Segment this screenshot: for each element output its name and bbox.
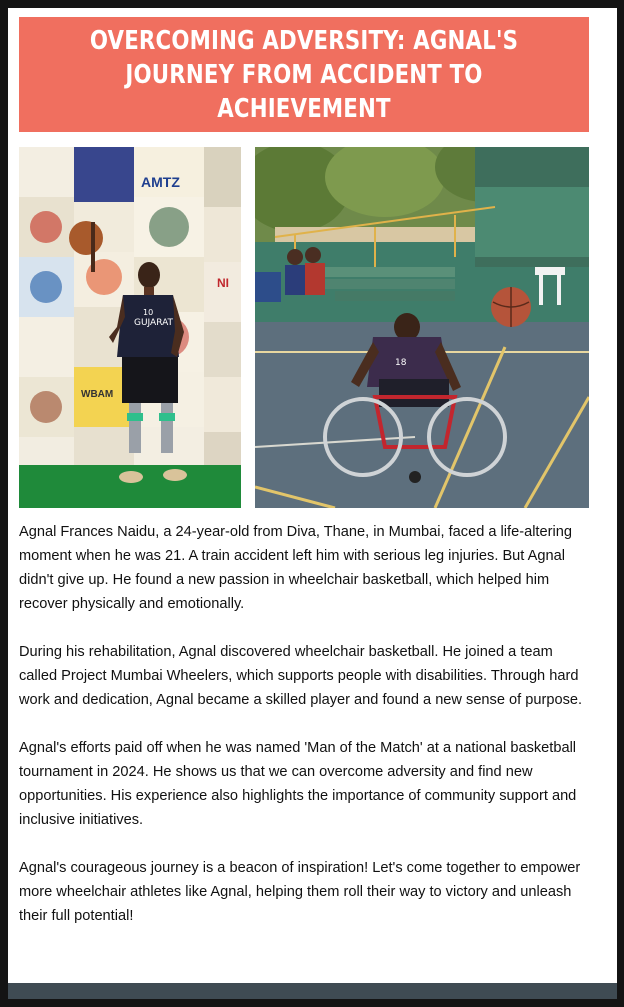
- svg-text:AMTZ: AMTZ: [141, 174, 180, 190]
- footer-bar: [8, 983, 617, 999]
- svg-text:WBAM: WBAM: [81, 389, 114, 400]
- wheelchair-player-illustration: [255, 147, 589, 508]
- photo-player-standing: [19, 147, 241, 508]
- svg-text:GUJARAT: GUJARAT: [134, 318, 174, 328]
- svg-text:NI: NI: [217, 276, 229, 290]
- article-body: [19, 520, 591, 952]
- player-standing-illustration: [19, 147, 241, 508]
- svg-text:10: 10: [143, 308, 154, 317]
- photo-wheelchair-player: [255, 147, 589, 508]
- title-banner: [19, 17, 589, 132]
- paragraph-rehabilitation: During his rehabilitation, Agnal discovered wheelchair basketball. He joined a team called Project Mumbai Wheelers, which supports people with disabilities. Through hard work and dedication, Agnal became a skilled player and found a new sense of purpose.: [19, 644, 583, 708]
- paragraph-intro: Agnal Frances Naidu, a 24-year-old from Diva, Thane, in Mumbai, faced a life-altering moment when he was 21. A train accident left him with serious leg injuries. But Agnal didn't give up. He found a new passion in wheelchair basketball, which helped him recover physically and emotionally.: [19, 524, 572, 612]
- paragraph-call-to-action: Agnal's courageous journey is a beacon of inspiration! Let's come together to empower more wheelchair athletes like Agnal, helping them roll their way to victory and unleash their full potential!: [19, 860, 581, 924]
- paragraph-achievement: Agnal's efforts paid off when he was named 'Man of the Match' at a national basketball tournament in 2024. He shows us that we can overcome adversity and find new opportunities. His experience also highlights the importance of community support and inclusive initiatives.: [19, 740, 577, 828]
- svg-text:18: 18: [395, 358, 407, 368]
- article-title: OVERCOMING ADVERSITY: AGNAL'S JOURNEY FROM ACCIDENT TO ACHIEVEMENT: [89, 25, 519, 124]
